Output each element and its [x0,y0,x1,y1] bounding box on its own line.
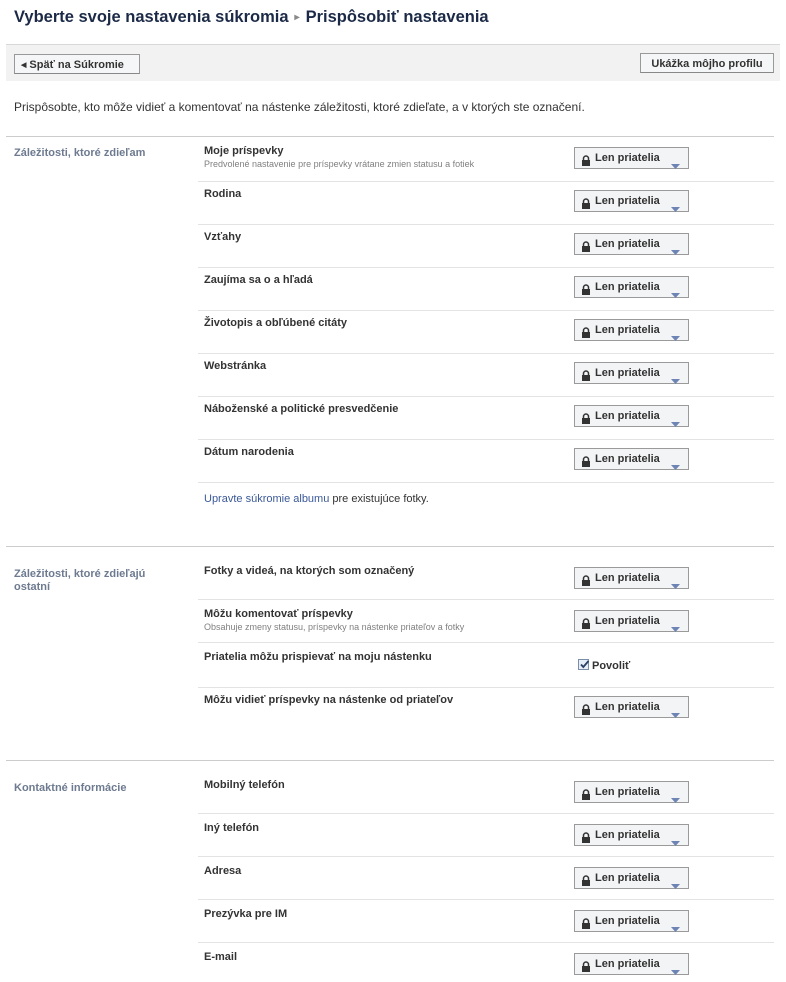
setting-label: Môžu vidieť príspevky na nástenke od priateľov [204,694,454,706]
setting-label: Zaujíma sa o a hľadá [204,274,313,286]
chevron-down-icon [671,457,680,477]
lock-icon [581,325,591,336]
setting-label: Mobilný telefón [204,779,285,791]
lock-icon [581,282,591,293]
privacy-dropdown[interactable] [574,276,689,298]
lock-icon [581,959,591,970]
lock-icon [581,368,591,379]
privacy-dropdown-label: Len priatelia [595,367,660,379]
chevron-down-icon [671,705,680,725]
intro-text: Prispôsobte, kto môže vidieť a komentovať na nástenke záležitosti, ktoré zdieľate, a v ktorých ste označení. [14,100,585,114]
lock-icon [581,573,591,584]
section-title: Kontaktné informácie [14,782,127,794]
row-separator [198,439,774,440]
chevron-down-icon [671,919,680,939]
privacy-dropdown[interactable] [574,867,689,889]
setting-label: Adresa [204,865,242,877]
breadcrumb-parent[interactable]: Vyberte svoje nastavenia súkromia [14,8,289,26]
chevron-down-icon [671,876,680,896]
setting-label: Prezývka pre IM [204,908,288,920]
privacy-dropdown-label: Len priatelia [595,152,660,164]
privacy-dropdown-label: Len priatelia [595,324,660,336]
lock-icon [581,196,591,207]
row-separator [198,599,774,600]
lock-icon [581,702,591,713]
row-separator [198,310,774,311]
lock-icon [581,916,591,927]
privacy-dropdown[interactable] [574,953,689,975]
allow-checkbox[interactable] [578,658,630,672]
privacy-dropdown-label: Len priatelia [595,238,660,250]
setting-label: Vzťahy [204,231,242,243]
lock-icon [581,873,591,884]
privacy-dropdown-label: Len priatelia [595,958,660,970]
privacy-dropdown[interactable] [574,610,689,632]
allow-checkbox-label: Povoliť [592,660,631,672]
back-to-privacy-button[interactable] [14,54,140,74]
row-separator [198,396,774,397]
row-separator [198,813,774,814]
back-button-label: Späť na Súkromie [29,59,124,71]
album-privacy-note-text: pre existujúce fotky. [329,493,429,505]
privacy-dropdown-label: Len priatelia [595,572,660,584]
chevron-down-icon [671,833,680,853]
chevron-down-icon [671,790,680,810]
privacy-dropdown[interactable] [574,824,689,846]
setting-label: Životopis a obľúbené citáty [204,317,347,329]
setting-label: Rodina [204,188,242,200]
privacy-dropdown-label: Len priatelia [595,701,660,713]
setting-label: E-mail [204,951,238,963]
lock-icon [581,787,591,798]
row-separator [198,642,774,643]
privacy-dropdown[interactable] [574,696,689,718]
chevron-down-icon [671,242,680,262]
lock-icon [581,239,591,250]
privacy-dropdown[interactable] [574,910,689,932]
section-divider [6,760,774,761]
chevron-down-icon [671,285,680,305]
chevron-down-icon [671,328,680,348]
privacy-dropdown[interactable] [574,147,689,169]
row-separator [198,856,774,857]
row-separator [198,899,774,900]
chevron-down-icon [671,962,680,982]
privacy-dropdown-label: Len priatelia [595,410,660,422]
privacy-dropdown[interactable] [574,781,689,803]
section-divider [6,546,774,547]
privacy-dropdown-label: Len priatelia [595,453,660,465]
privacy-dropdown-label: Len priatelia [595,829,660,841]
setting-label: Náboženské a politické presvedčenie [204,403,399,415]
preview-profile-button[interactable]: Ukážka môjho profilu [640,53,774,73]
chevron-down-icon [671,371,680,391]
privacy-dropdown[interactable] [574,567,689,589]
setting-label: Fotky a videá, na ktorých som označený [204,565,415,577]
page-title-breadcrumb [14,8,489,30]
privacy-dropdown[interactable] [574,190,689,212]
lock-icon [581,454,591,465]
privacy-dropdown-label: Len priatelia [595,195,660,207]
chevron-down-icon [671,576,680,596]
row-separator [198,942,774,943]
toolbar [6,44,780,81]
privacy-dropdown-label: Len priatelia [595,872,660,884]
lock-icon [581,153,591,164]
row-separator [198,224,774,225]
lock-icon [581,830,591,841]
lock-icon [581,411,591,422]
row-separator [198,181,774,182]
privacy-dropdown-label: Len priatelia [595,915,660,927]
chevron-down-icon [671,156,680,176]
privacy-dropdown[interactable] [574,448,689,470]
row-separator [198,353,774,354]
lock-icon [581,616,591,627]
setting-label: Môžu komentovať príspevky [204,608,353,620]
row-separator [198,482,774,483]
setting-description: Obsahuje zmeny statusu, príspevky na nástenke priateľov a fotky [204,622,465,632]
chevron-down-icon [671,619,680,639]
album-privacy-link[interactable]: Upravte súkromie albumu [204,493,330,505]
privacy-dropdown[interactable] [574,319,689,341]
album-privacy-note [204,493,429,505]
privacy-dropdown-label: Len priatelia [595,786,660,798]
section-divider [6,136,774,137]
section-title: Záležitosti, ktoré zdieľajú ostatní [14,568,146,593]
setting-label: Priatelia môžu prispievať na moju nástenku [204,651,432,663]
privacy-dropdown[interactable] [574,233,689,255]
row-separator [198,267,774,268]
setting-label: Webstránka [204,360,267,372]
setting-label: Dátum narodenia [204,446,294,458]
section-title: Záležitosti, ktoré zdieľam [14,147,146,159]
breadcrumb-current: Prispôsobiť nastavenia [305,8,489,26]
check-icon[interactable] [578,659,589,670]
privacy-dropdown[interactable] [574,362,689,384]
setting-label: Moje príspevky [204,145,284,157]
setting-description: Predvolené nastavenie pre príspevky vrátane zmien statusu a fotiek [204,159,475,169]
back-arrow-icon: ◀ [21,62,27,69]
chevron-down-icon [671,199,680,219]
privacy-dropdown[interactable] [574,405,689,427]
breadcrumb-separator: ▸ [294,12,300,23]
chevron-down-icon [671,414,680,434]
privacy-dropdown-label: Len priatelia [595,281,660,293]
setting-label: Iný telefón [204,822,260,834]
row-separator [198,687,774,688]
privacy-dropdown-label: Len priatelia [595,615,660,627]
